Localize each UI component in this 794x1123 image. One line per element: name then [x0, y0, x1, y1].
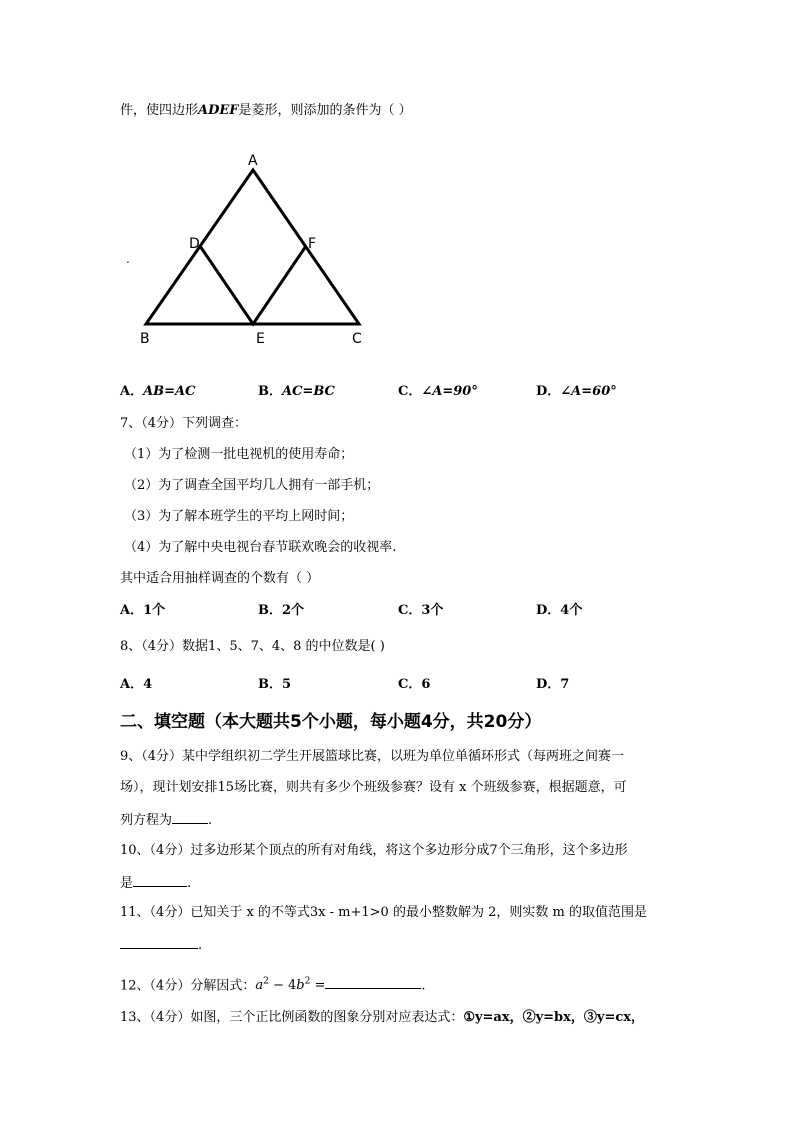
- q12-answer-blank[interactable]: [325, 975, 421, 989]
- q7-option-d[interactable]: D．4个: [536, 603, 583, 618]
- q7-option-c[interactable]: C．3个: [398, 603, 444, 618]
- q6-option-c[interactable]: C．∠A=90°: [398, 384, 478, 399]
- label-e: E: [256, 331, 265, 347]
- q7-item-4: （4）为了解中央电视台春节联欢晚会的收视率.: [124, 540, 397, 555]
- q13-line: 13、（4分）如图，三个正比例函数的图象分别对应表达式：①y=ax，②y=bx，③y=cx，: [120, 1010, 645, 1025]
- q10-line-1: 10、（4分）过多边形某个顶点的所有对角线，将这个多边形分成7个三角形，这个多边形: [120, 843, 628, 858]
- q6-option-b[interactable]: B．AC=BC: [258, 384, 335, 399]
- label-c: C: [352, 331, 362, 347]
- q8-option-b[interactable]: B．5: [258, 677, 292, 692]
- q6-option-d[interactable]: D．∠A=60°: [536, 384, 617, 399]
- stray-dot: .: [126, 252, 130, 266]
- q7-option-a[interactable]: A．1个: [120, 603, 166, 618]
- q8-stem: 8、（4分）数据1、5、7、4、8 的中位数是( ): [120, 639, 385, 654]
- quadrilateral-defe: [200, 246, 306, 324]
- q10-line-2: 是 .: [120, 873, 191, 893]
- q7-stem: 7、（4分）下列调查：: [120, 416, 248, 431]
- q6-option-a[interactable]: A．AB=AC: [120, 384, 196, 399]
- q8-option-c[interactable]: C．6: [398, 677, 431, 692]
- q12-expression: $a^2 - 4b^2$ =: [255, 977, 326, 994]
- q7-item-3: （3）为了解本班学生的平均上网时间；: [124, 509, 354, 524]
- q11-line-2: .: [120, 935, 202, 955]
- q12-line: 12、（4分）分解因式：$a^2 - 4b^2$ = .: [120, 977, 426, 994]
- q7-item-2: （2）为了调查全国平均几人拥有一部手机；: [124, 478, 380, 493]
- q6-stem: 件，使四边形ADEF是菱形，则添加的条件为（ ）: [120, 103, 412, 118]
- q8-option-d[interactable]: D．7: [536, 677, 570, 692]
- label-b: B: [140, 331, 150, 347]
- label-f: F: [308, 236, 317, 252]
- q9-line-2: 场），现计划安排15场比赛，则共有多少个班级参赛？设有 x 个班级参赛，根据题意，可: [120, 780, 627, 795]
- q8-option-a[interactable]: A．4: [120, 677, 153, 692]
- q9-line-3: 列方程为 .: [120, 810, 212, 830]
- label-a: A: [248, 153, 258, 169]
- triangle-figure: [130, 148, 380, 353]
- q7-item-1: （1）为了检测一批电视机的使用寿命；: [124, 447, 354, 462]
- q10-answer-blank[interactable]: [133, 873, 187, 887]
- q11-answer-blank[interactable]: [120, 935, 198, 949]
- q7-option-b[interactable]: B．2个: [258, 603, 305, 618]
- q9-line-1: 9、（4分）某中学组织初二学生开展篮球比赛，以班为单位单循环形式（每两班之间赛一: [120, 749, 625, 764]
- q9-answer-blank[interactable]: [172, 810, 208, 824]
- section-heading: 二、填空题（本大题共5个小题，每小题4分，共20分）: [120, 712, 542, 732]
- q6-stem-quadrilateral: ADEF: [198, 103, 239, 118]
- q7-question: 其中适合用抽样调查的个数有（ ）: [120, 571, 320, 586]
- q11-line-1: 11、（4分）已知关于 x 的不等式3x - m+1>0 的最小整数解为 2，则实数 m 的取值范围是: [120, 905, 647, 920]
- label-d: D: [189, 236, 200, 252]
- triangle-abc: [146, 170, 359, 324]
